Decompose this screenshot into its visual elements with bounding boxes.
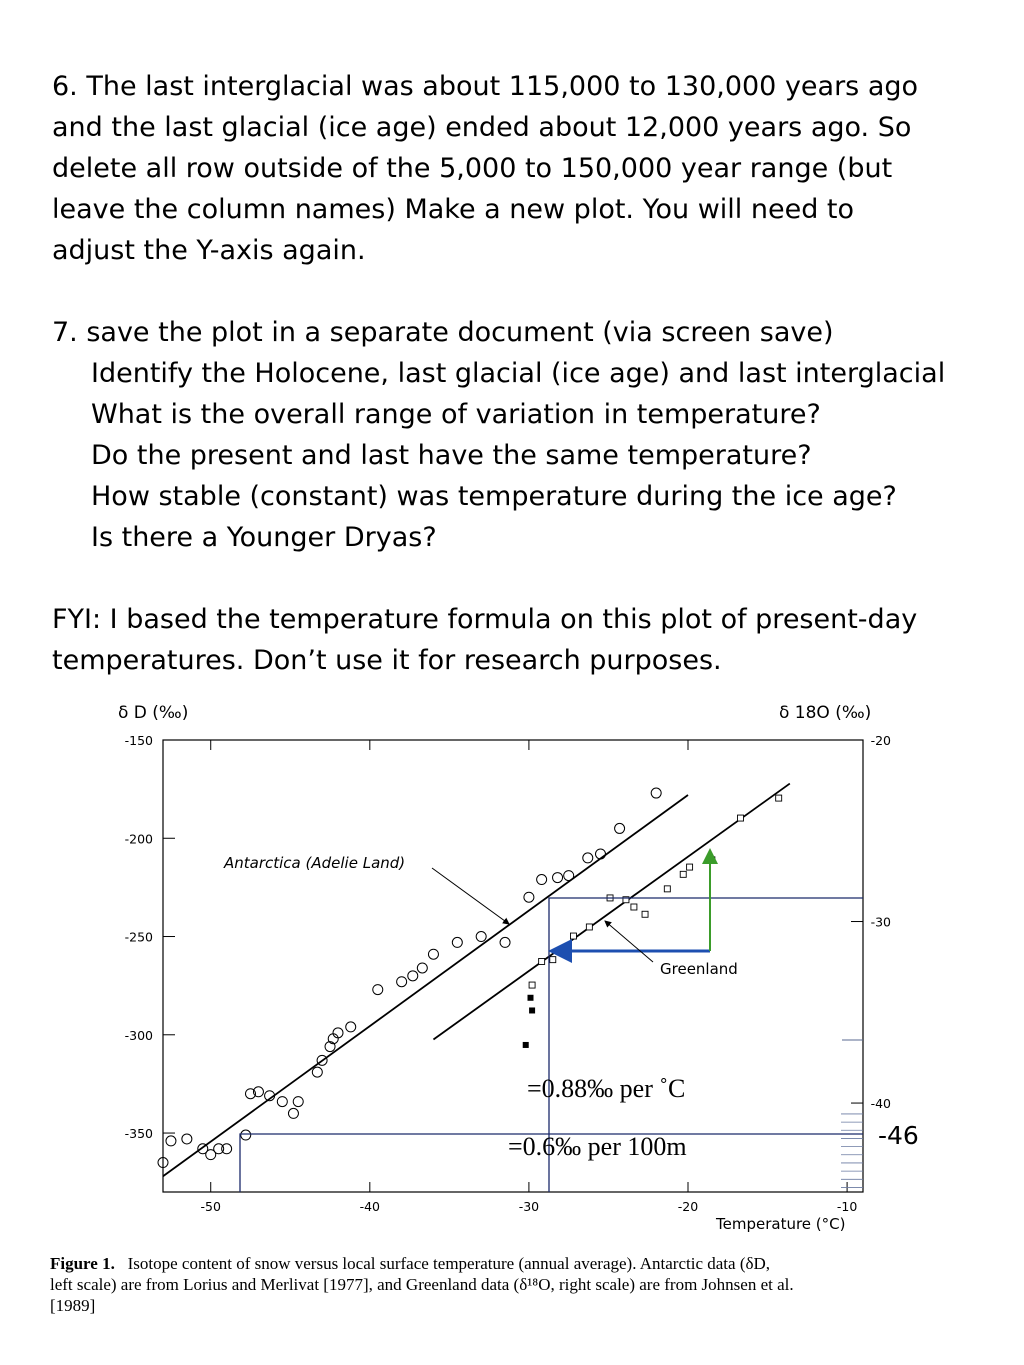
- antarctica-point: [583, 853, 593, 863]
- side-value: -46: [878, 1121, 919, 1150]
- antarctica-point: [312, 1067, 322, 1077]
- greenland-point: [680, 871, 686, 877]
- antarctica-point: [277, 1097, 287, 1107]
- rate-per-100m: =0.6‰ per 100m: [508, 1132, 687, 1161]
- y-left-tick-label: -250: [124, 929, 153, 945]
- greenland-point: [776, 795, 782, 801]
- antarctica-point: [428, 949, 438, 959]
- y-left-tick-label: -300: [124, 1027, 153, 1043]
- question-6-line: leave the column names) Make a new plot. You will need to: [52, 194, 855, 225]
- right-axis-label: δ 18O (‰): [779, 703, 872, 723]
- antarctica-point: [214, 1144, 224, 1154]
- x-tick-label: -30: [518, 1199, 540, 1214]
- question-6-line: adjust the Y-axis again.: [52, 235, 366, 266]
- greenland-point: [687, 864, 693, 870]
- antarctica-point: [651, 788, 661, 798]
- antarctica-point: [408, 971, 418, 981]
- rate-per-degree: =0.88‰ per ˚C: [527, 1074, 686, 1103]
- greenland-point: [642, 911, 648, 917]
- antarctica-point: [182, 1134, 192, 1144]
- greenland-point: [586, 924, 592, 930]
- question-7-item: Is there a Younger Dryas?: [91, 522, 437, 553]
- question-7: [52, 312, 982, 558]
- y-left-tick-label: -350: [124, 1126, 153, 1142]
- fit-line: [433, 784, 789, 1040]
- fyi-line: FYI: I based the temperature formula on this plot of present-day: [52, 604, 918, 635]
- question-6: [52, 66, 982, 271]
- question-7-item: Do the present and last have the same temperature?: [91, 440, 812, 471]
- greenland-label: Greenland: [660, 960, 738, 978]
- question-6-line: delete all row outside of the 5,000 to 150,000 year range (but: [52, 153, 893, 184]
- caption-line-1: [50, 1253, 990, 1274]
- antarctica-point: [615, 823, 625, 833]
- x-tick-label: -10: [836, 1199, 858, 1214]
- axis-ticks: [163, 740, 863, 1192]
- antarctica-point: [452, 937, 462, 947]
- antarctica-point: [222, 1144, 232, 1154]
- greenland-filled-point: [529, 1007, 535, 1013]
- antarctica-pointer: [432, 868, 509, 924]
- caption-label: Figure 1.: [50, 1254, 115, 1273]
- antarctica-point: [241, 1130, 251, 1140]
- question-6-line: 6. The last interglacial was about 115,000 to 130,000 years ago: [52, 71, 919, 102]
- caption-line-2: left scale) are from Lorius and Merlivat [1977], and Greenland data (δ¹⁸O, right scale) are from Johnsen et al.: [50, 1275, 794, 1294]
- antarctica-point: [373, 985, 383, 995]
- antarctica-point: [553, 873, 563, 883]
- antarctica-point: [346, 1022, 356, 1032]
- y-left-tick-label: -200: [124, 831, 153, 847]
- greenland-point: [738, 815, 744, 821]
- antarctica-point: [564, 871, 574, 881]
- fit-line: [163, 795, 688, 1176]
- y-right-tick-label: -30: [870, 914, 891, 930]
- greenland-point: [664, 886, 670, 892]
- antarctica-label: Antarctica (Adelie Land): [224, 854, 406, 872]
- y-right-tick-label: -40: [870, 1096, 891, 1112]
- antarctica-point: [288, 1108, 298, 1118]
- question-7-item: What is the overall range of variation in temperature?: [91, 399, 821, 430]
- greenland-point: [570, 933, 576, 939]
- x-tick-label: -50: [200, 1199, 221, 1214]
- antarctica-point: [397, 977, 407, 987]
- antarctica-point: [500, 937, 510, 947]
- fyi-line: temperatures. Don’t use it for research purposes.: [52, 645, 722, 676]
- left-axis-label: δ D (‰): [118, 703, 189, 723]
- greenland-point: [539, 958, 545, 964]
- fit-lines: [163, 784, 790, 1177]
- y-left-tick-label: -150: [124, 733, 153, 748]
- question-7-heading: 7. save the plot in a separate document (via screen save): [52, 317, 834, 348]
- greenland-pointer: [605, 921, 653, 962]
- caption-text-1: Isotope content of snow versus local surface temperature (annual average). Antarctic data (δD,: [127, 1254, 771, 1273]
- greenland-filled-point: [523, 1042, 529, 1048]
- antarctica-point: [524, 892, 534, 902]
- fyi-note: [52, 599, 982, 681]
- right-scale-hatches: [841, 1114, 863, 1188]
- x-axis-label: Temperature (°C): [716, 1215, 846, 1233]
- antarctica-point: [476, 932, 486, 942]
- question-7-item: How stable (constant) was temperature during the ice age?: [91, 481, 897, 512]
- antarctica-point: [166, 1136, 176, 1146]
- x-tick-label: -40: [359, 1199, 381, 1214]
- plot-frame: [163, 740, 863, 1192]
- question-6-line: and the last glacial (ice age) ended about 12,000 years ago. So: [52, 112, 912, 143]
- x-tick-label: -20: [677, 1199, 699, 1214]
- antarctica-point: [293, 1097, 303, 1107]
- greenland-filled-point: [528, 995, 534, 1001]
- antarctica-point: [417, 963, 427, 973]
- greenland-point: [631, 904, 637, 910]
- figure-caption: [50, 1253, 990, 1316]
- greenland-point: [550, 957, 556, 963]
- greenland-point: [529, 982, 535, 988]
- question-7-item: Identify the Holocene, last glacial (ice age) and last interglacial: [91, 358, 946, 389]
- y-right-tick-label: -20: [870, 733, 891, 748]
- isotope-temperature-chart: [0, 690, 1024, 1250]
- caption-line-3: [1989]: [50, 1296, 96, 1315]
- antarctica-point: [537, 875, 547, 885]
